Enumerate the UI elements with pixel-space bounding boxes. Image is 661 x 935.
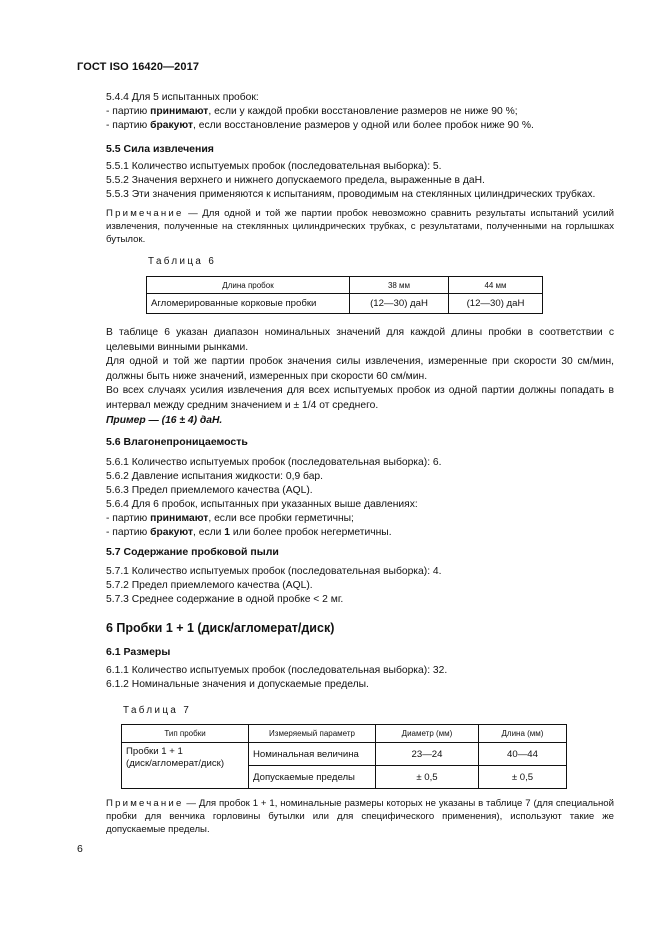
section-6-heading: 6 Пробки 1 + 1 (диск/агломерат/диск) <box>106 621 335 635</box>
clause-5-7-3: 5.7.3 Среднее содержание в одной пробке < 2 мг. <box>106 594 344 605</box>
table-header: Диаметр (мм) <box>376 725 479 743</box>
clause-5-6-4: 5.6.4 Для 6 пробок, испытанных при указанных выше давлениях: <box>106 499 418 510</box>
table-header: 44 мм <box>449 277 543 294</box>
table-cell: (12—30) даН <box>350 294 449 314</box>
accept-item: - партию принимают, если у каждой пробки восстановление размеров не ниже 90 %; <box>106 106 518 117</box>
clause-5-5-3: 5.5.3 Эти значения применяются к испытаниям, проводимым на стеклянных цилиндрических трубках. <box>106 189 596 200</box>
table-header: Измеряемый параметр <box>249 725 376 743</box>
table-cell: ± 0,5 <box>479 766 567 789</box>
clause-5-4-4: 5.4.4 Для 5 испытанных пробок: <box>106 92 259 103</box>
clause-5-5-1: 5.5.1 Количество испытуемых пробок (последовательная выборка): 5. <box>106 161 442 172</box>
clause-5-7-1: 5.7.1 Количество испытуемых пробок (последовательная выборка): 4. <box>106 566 442 577</box>
table-cell: 40—44 <box>479 743 567 766</box>
clause-6-1-2: 6.1.2 Номинальные значения и допускаемые пределы. <box>106 679 369 690</box>
clause-5-7-2: 5.7.2 Предел приемлемого качества (AQL). <box>106 580 313 591</box>
table-header: 38 мм <box>350 277 449 294</box>
table-cell: Номинальная величина <box>249 743 376 766</box>
note-5-5: Примечание — Для одной и той же партии пробок невозможно сравнить результаты испытаний усилий извлечения, полученные на стеклянных цилиндрических трубках, с результатами, полученными на горлышках бутылок. <box>106 208 614 246</box>
accept-item: - партию принимают, если все пробки герметичны; <box>106 513 354 524</box>
table-row <box>147 294 543 314</box>
clause-5-6-2: 5.6.2 Давление испытания жидкости: 0,9 бар. <box>106 471 324 482</box>
note-table-7: Примечание — Для пробок 1 + 1, номинальные размеры которых не указаны в таблице 7 (для специальной пробки для венчика горловины бутылки или для специфического применения), используют такие же допускаемые пределы. <box>106 798 614 836</box>
paragraph: Для одной и той же партии пробок значения силы извлечения, измеренные при скорости 30 см/мин, должны быть ниже значений, измеренных при скорости 60 см/мин. <box>106 356 614 382</box>
table-header: Длина пробок <box>147 277 350 294</box>
table-7-caption: Таблица 7 <box>123 705 192 716</box>
clause-5-6-1: 5.6.1 Количество испытуемых пробок (последовательная выборка): 6. <box>106 457 442 468</box>
table-7 <box>121 724 567 789</box>
reject-item: - партию бракуют, если восстановление размеров у одной или более пробок ниже 90 %. <box>106 120 534 131</box>
table-cell: 23—24 <box>376 743 479 766</box>
table-cell: ± 0,5 <box>376 766 479 789</box>
table-6-caption: Таблица 6 <box>148 256 217 267</box>
type-line: (диск/агломерат/диск) <box>126 758 225 769</box>
table-row <box>122 743 567 766</box>
example: Пример — (16 ± 4) даН. <box>106 415 223 426</box>
table-header: Тип пробки <box>122 725 249 743</box>
section-6-1-heading: 6.1 Размеры <box>106 646 171 658</box>
table-cell-type <box>122 743 249 789</box>
type-line: Пробки 1 + 1 <box>126 746 183 757</box>
section-5-6-heading: 5.6 Влагонепроницаемость <box>106 436 248 448</box>
clause-5-6-3: 5.6.3 Предел приемлемого качества (AQL). <box>106 485 313 496</box>
table-cell: Допускаемые пределы <box>249 766 376 789</box>
paragraph: Во всех случаях усилия извлечения для всех испытуемых пробок из одной партии должны попадать в интервал между средним значением и ± 1/4 от среднего. <box>106 385 614 411</box>
paragraph: В таблице 6 указан диапазон номинальных значений для каждой длины пробки в соответствии с целевыми винными рынками. <box>106 327 614 353</box>
document-header: ГОСТ ISO 16420—2017 <box>77 61 200 73</box>
section-5-5-heading: 5.5 Сила извлечения <box>106 143 214 155</box>
table-6 <box>146 276 543 314</box>
table-cell: (12—30) даН <box>449 294 543 314</box>
clause-6-1-1: 6.1.1 Количество испытуемых пробок (последовательная выборка): 32. <box>106 665 448 676</box>
table-header: Длина (мм) <box>479 725 567 743</box>
clause-5-5-2: 5.5.2 Значения верхнего и нижнего допускаемого предела, выраженные в даН. <box>106 175 485 186</box>
table-cell: Агломерированные корковые пробки <box>147 294 350 314</box>
reject-item: - партию бракуют, если 1 или более пробок негерметичны. <box>106 527 392 538</box>
section-5-7-heading: 5.7 Содержание пробковой пыли <box>106 546 279 558</box>
page-number: 6 <box>77 843 83 855</box>
